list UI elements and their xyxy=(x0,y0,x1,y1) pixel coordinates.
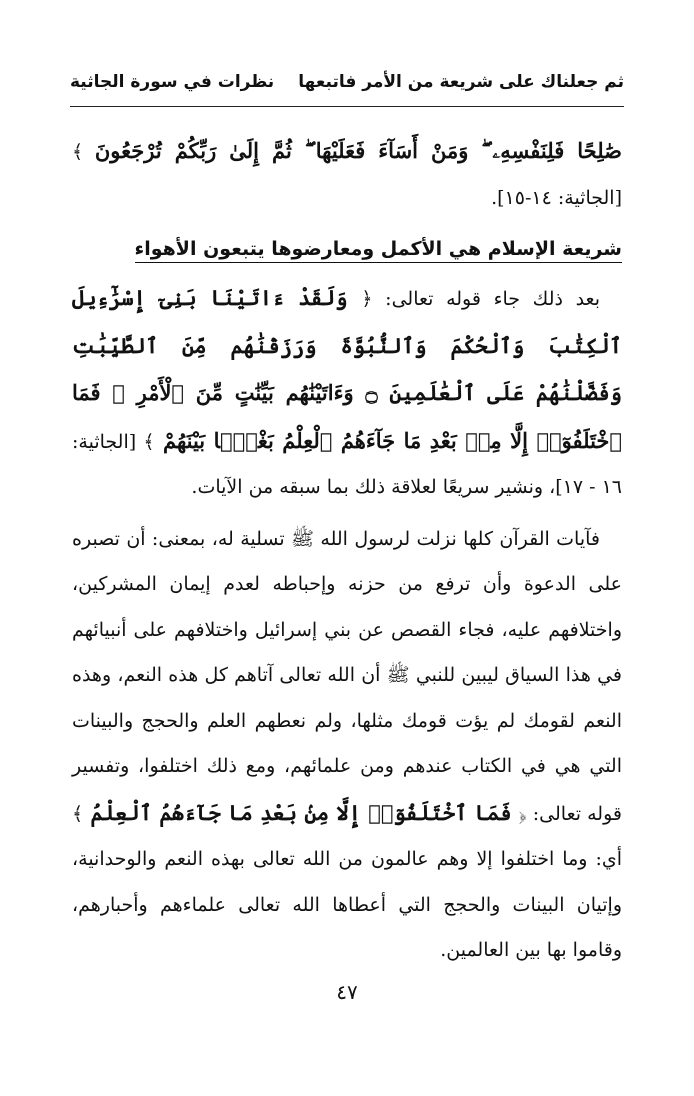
opening-bracket-3: ﴿ xyxy=(518,802,527,825)
paragraph-3-text-b: أي: وما اختلفوا إلا وهم عالمون من الله تعالى بهذه النعم والوحدانية، وإتيان البينات والحجج التي أعطاها الله تعالى علماءهم وأحبارهم، وقاموا بها بين العالمين. xyxy=(72,848,622,961)
paragraph-2 xyxy=(72,275,622,511)
page-body xyxy=(72,128,622,974)
paragraph-1 xyxy=(72,128,622,221)
paragraph-2-intro: بعد ذلك جاء قوله تعالى: xyxy=(372,288,600,310)
verse-citation-1: [الجاثية: ١٤-١٥]. xyxy=(491,186,622,209)
closing-bracket-1: ﴾ xyxy=(72,141,84,163)
opening-bracket-2: ﴿ xyxy=(361,288,373,310)
chapter-title: ثم جعلناك على شريعة من الأمر فاتبعها xyxy=(298,72,624,92)
verse-citation-2: [الجاثية: ١٦ - ١٧] xyxy=(72,430,622,498)
book-title: نظرات في سورة الجاثية xyxy=(70,72,275,92)
header-divider xyxy=(70,106,624,107)
quran-verse-1: صَٰلِحًا فَلِنَفْسِهِۦ ۖ وَمَنْ أَسَآءَ فَعَلَيْهَا ۖ ثُمَّ إِلَىٰ رَبِّكُمْ تُرْجَعُونَ xyxy=(94,138,622,163)
closing-bracket-2: ﴾ xyxy=(143,430,155,453)
page-number: ٤٧ xyxy=(336,980,358,1004)
quran-verse-2: وَلَقَدْ ءَاتَيْنَا بَنِىٓ إِسْرَٰٓءِيلَ ٱلْكِتَٰبَ وَٱلْحُكْمَ وَٱلنُّبُوَّةَ وَرَزَقْنَٰهُم مِّنَ ٱلطَّيِّبَٰتِ وَفَضَّلْنَٰهُمْ عَلَى ٱلْعَٰلَمِينَ ۝ وَءَاتَيْنَٰهُم بَيِّنَٰتٍ مِّنَ ٱلْأَمْرِ ۖ فَمَا ٱخْتَلَفُوٓا۟ إِلَّا مِنۢ بَعْدِ مَا جَآءَهُمُ ٱلْعِلْمُ بَغْيًۢا بَيْنَهُمْ xyxy=(72,285,622,453)
paragraph-3-text-a: فآيات القرآن كلها نزلت لرسول الله ﷺ تسلية له، بمعنى: أن تصبره على الدعوة وأن ترفع من حزنه وإحباطه لعدم إيمان المشركين، واختلافهم عليه، فجاء القصص عن بني إسرائيل واختلافهم على أنبيائهم في هذا السياق ليبين للنبي ﷺ أن الله تعالى آتاهم كل هذه النعم، وهذه النعم لقومك لم يؤت قومك مثلها، ولم نعطهم العلم والحجج والبينات التي هي في الكتاب عندهم ومن علمائهم، ومع ذلك اختلفوا، وتفسير قوله تعالى: xyxy=(72,527,622,825)
section-heading xyxy=(72,229,622,269)
paragraph-2-rest: ، ونشير سريعًا لعلاقة ذلك بما سبقه من الآيات. xyxy=(191,476,556,498)
section-heading-text: شريعة الإسلام هي الأكمل ومعارضوها يتبعون الأهواء xyxy=(135,238,623,263)
running-header xyxy=(70,66,624,106)
quran-verse-3: فَمَا ٱخْتَلَفُوٓا۟ إِلَّا مِنۢ بَعْدِ مَا جَآءَهُمُ ٱلْعِلْمُ xyxy=(83,799,519,825)
paragraph-3 xyxy=(72,517,622,974)
closing-bracket-3: ﴾ xyxy=(72,802,84,825)
